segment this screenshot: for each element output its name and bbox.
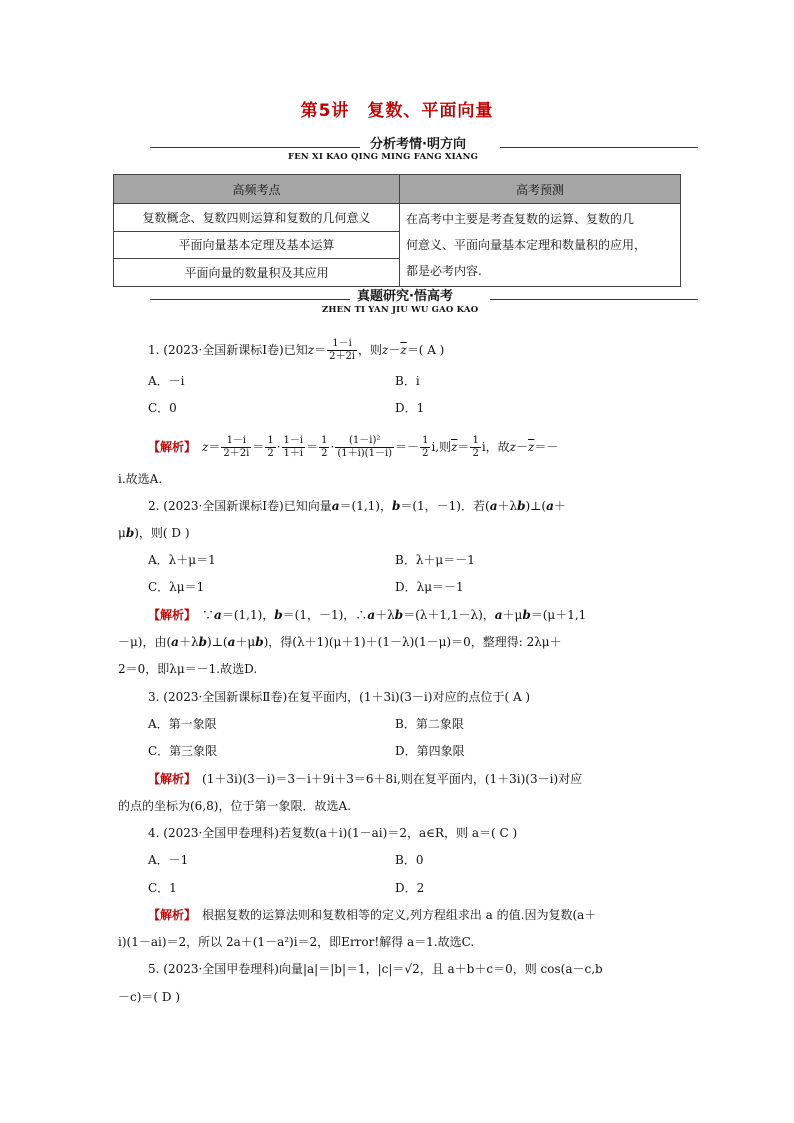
q1-stem: 1. (2023·全国新课标Ⅰ卷)已知z＝ $\frac{1-i}{2+2i}$ ，则$z-\overline{z}=$( A ) bbox=[148, 338, 445, 362]
q4-option-a: A．－1 bbox=[148, 853, 189, 867]
q3-option-d: D．第四象限 bbox=[395, 744, 465, 758]
q1-solution-end: i.故选A. bbox=[118, 472, 163, 486]
q3-solution: 【解析】 (1＋3i)(3－i)＝3－i＋9i＋3＝6＋8i,则在复平面内，(1＋3i)(3－i)对应 bbox=[148, 772, 583, 786]
q2-stem-end: μb)，则( D ) bbox=[118, 526, 190, 540]
exam-topics-table bbox=[113, 174, 681, 287]
q5-stem: 5. (2023·全国甲卷理科)向量|a|＝|b|＝1，|c|＝√2，且 a＋b＋c＝0，则 cos(a－c,b bbox=[148, 962, 603, 976]
q3-stem: 3. (2023·全国新课标Ⅱ卷)在复平面内，(1＋3i)(3－i)对应的点位于( A ) bbox=[148, 690, 531, 704]
q2-stem: 2. (2023·全国新课标Ⅰ卷)已知向量a＝(1,1)，b＝(1，－1)．若(a＋λb)⊥(a＋ bbox=[148, 499, 566, 513]
q1-option-a: A．－i bbox=[148, 374, 185, 388]
banner-analysis-pinyin: FEN XI KAO QING MING FANG XIANG bbox=[288, 152, 479, 162]
q1-option-b: B．i bbox=[395, 374, 420, 388]
prediction-line: 何意义、平面向量基本定理和数量积的应用， bbox=[406, 238, 647, 252]
banner-research-title: 真题研究·悟高考 bbox=[357, 289, 453, 304]
prediction-line: 在高考中主要是考查复数的运算、复数的几 bbox=[406, 212, 635, 226]
banner-rule-left bbox=[150, 299, 350, 300]
q4-option-c: C．1 bbox=[148, 881, 177, 895]
q4-option-d: D．2 bbox=[395, 881, 425, 895]
table-header-topics: 高频考点 bbox=[114, 175, 400, 204]
q2-option-a: A．λ＋μ＝1 bbox=[148, 553, 216, 567]
q4-stem: 4. (2023·全国甲卷理科)若复数(a＋i)(1－ai)＝2，a∈R，则 a＝( C ) bbox=[148, 826, 518, 840]
topic-row: 平面向量基本定理及基本运算 bbox=[114, 231, 400, 259]
q2-option-b: B．λ＋μ＝－1 bbox=[395, 553, 475, 567]
banner-analysis-title: 分析考情·明方向 bbox=[370, 137, 466, 152]
table-header-prediction: 高考预测 bbox=[400, 175, 681, 204]
q2-solution: 【解析】 ∵a＝(1,1)，b＝(1，－1)，∴a＋λb＝(λ＋1,1－λ)，a＋μb＝(μ＋1,1 bbox=[148, 608, 587, 622]
banner-rule-left bbox=[150, 147, 360, 148]
q4-option-b: B．0 bbox=[395, 853, 424, 867]
q2-option-c: C．λμ＝1 bbox=[148, 580, 205, 594]
q2-solution-line3: 2＝0，即λμ＝－1.故选D. bbox=[118, 662, 258, 676]
q4-solution-line2: i)(1－ai)＝2，所以 2a＋(1－a²)i＝2，即Error!解得 a＝1.故选C. bbox=[118, 935, 475, 949]
q5-stem-end: －c)＝( D ) bbox=[118, 990, 181, 1004]
topic-row: 复数概念、复数四则运算和复数的几何意义 bbox=[114, 204, 400, 232]
q3-option-a: A．第一象限 bbox=[148, 717, 217, 731]
page-title: 第5讲 复数、平面向量 bbox=[300, 101, 494, 121]
q3-option-c: C．第三象限 bbox=[148, 744, 218, 758]
q1-option-c: C．0 bbox=[148, 401, 177, 415]
q4-solution: 【解析】 根据复数的运算法则和复数相等的定义,列方程组求出 a 的值.因为复数(a＋ bbox=[148, 908, 597, 922]
q1-solution: 【解析】 z＝ $\frac{1-i}{2+2i}$ ＝ $\frac{1}{2}$ · $\frac{1-i}{1+i}$ ＝ $\frac{1}{2}$ · $\frac{\text{(1－i)²}}{(1+i)(1-i)}$ ＝－ $\frac{1}{2}$ i,则$\overline{z}=$ $\frac{1}{2}$ i，故$z-\overline{z}=-$ bbox=[148, 435, 559, 459]
banner-research-pinyin: ZHEN TI YAN JIU WU GAO KAO bbox=[322, 305, 479, 315]
banner-rule-right bbox=[490, 299, 698, 300]
q2-solution-line2: －μ)，由(a＋λb)⊥(a＋μb)，得(λ＋1)(μ＋1)＋(1－λ)(1－μ)＝0，整理得: 2λμ＋ bbox=[118, 635, 562, 649]
q1-option-d: D．1 bbox=[395, 401, 425, 415]
prediction-line: 都是必考内容. bbox=[406, 264, 482, 278]
banner-rule-right bbox=[500, 147, 698, 148]
q3-solution-line2: 的点的坐标为(6,8)，位于第一象限．故选A. bbox=[118, 799, 351, 813]
topic-row: 平面向量的数量积及其应用 bbox=[114, 259, 400, 287]
prediction-cell bbox=[400, 204, 681, 287]
q3-option-b: B．第二象限 bbox=[395, 717, 464, 731]
q2-option-d: D．λμ＝－1 bbox=[395, 580, 464, 594]
